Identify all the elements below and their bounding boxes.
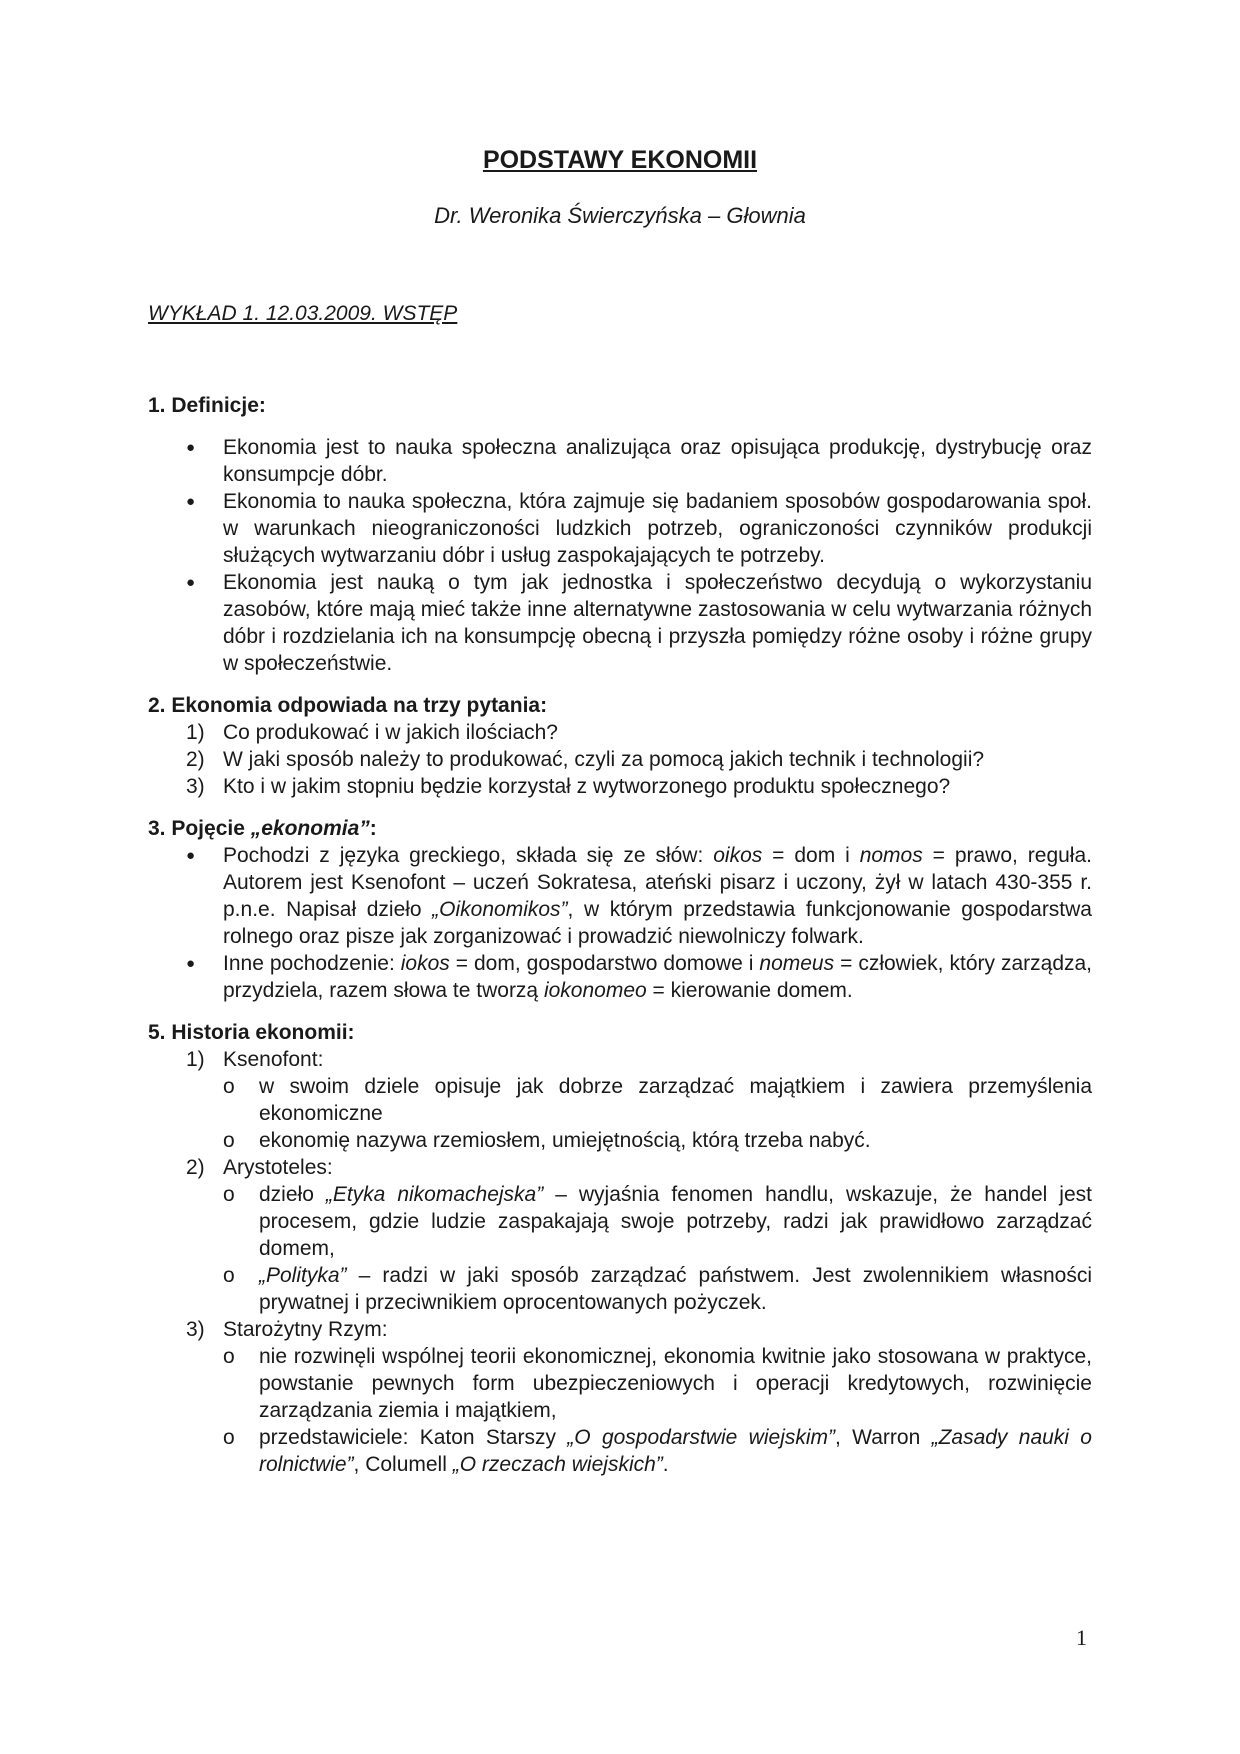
section-definitions: [148, 392, 1092, 677]
list-item: ● Ekonomia jest nauką o tym jak jednostka i społeczeństwo decydują o wykorzystaniu zasobów, które mają mieć także inne alternatywne zastosowania w celu wytwarzania różnych dóbr i rozdzielania ich na konsumpcję obecną i przyszła pomiędzy różne osoby i różne grupy w społeczeństwie.: [148, 569, 1092, 677]
page-number: 1: [1076, 1625, 1087, 1650]
sub-item: [148, 1424, 1092, 1478]
section-three-questions: [148, 692, 1092, 800]
term: iokos: [400, 952, 450, 975]
term: iokonomeo: [543, 979, 647, 1002]
item-label: Starożytny Rzym:: [223, 1318, 388, 1341]
document-author: Dr. Weronika Świerczyńska – Głownia: [434, 203, 806, 228]
section-heading: [148, 815, 1092, 842]
list-item: [148, 1154, 1092, 1316]
text: = dom, gospodarstwo domowe i: [449, 952, 760, 975]
bullet-list: [148, 842, 1092, 1004]
term: nomos: [859, 844, 923, 867]
term: nomeus: [759, 952, 835, 975]
text: , Warron: [835, 1426, 932, 1449]
item-number: 1): [186, 1048, 205, 1071]
section-term-economy: [148, 815, 1092, 1004]
text: przedstawiciele: Katon Starszy: [259, 1426, 568, 1449]
text: = kierowanie domem.: [646, 979, 853, 1002]
list-item: [148, 773, 1092, 800]
item-label: Arystoteles:: [223, 1156, 333, 1179]
section-heading: 5. Historia ekonomii:: [148, 1021, 355, 1044]
heading-term: „ekonomia”: [250, 817, 370, 840]
section-heading: 2. Ekonomia odpowiada na trzy pytania:: [148, 694, 548, 717]
item-number: 3): [186, 775, 205, 798]
text: .: [662, 1453, 669, 1476]
item-number: 1): [186, 721, 205, 744]
item-text: Kto i w jakim stopniu będzie korzystał z wytworzonego produktu społecznego?: [223, 775, 951, 798]
work-title: „Zasady nauki o rolnictwie”: [259, 1426, 1092, 1476]
text: = prawo, reguła. Autorem jest Ksenofont – uczeń Sokratesa, ateński pisarz i uczony, żył w latach 430-355 r. p.n.e. Napisał dzieło: [223, 844, 1092, 921]
item-number: 2): [186, 1156, 205, 1179]
text: = człowiek, który zarządza, przydziela, razem słowa te tworzą: [223, 952, 1093, 1002]
list-item: ● Ekonomia to nauka społeczna, która zajmuje się badaniem sposobów gospodarowania społ. w warunkach nieograniczoności ludzkich potrzeb, ograniczoności czynników produkcji służących wytwarzaniu dóbr i usług zaspokajających te potrzeby.: [148, 488, 1092, 569]
text: , Columell: [353, 1453, 453, 1476]
work-title: „O rzeczach wiejskich”: [452, 1453, 663, 1476]
work-title: „Oikonomikos”: [432, 898, 568, 921]
sub-item: [148, 1262, 1092, 1316]
text: dzieło: [259, 1183, 326, 1206]
list-item: [148, 950, 1092, 1004]
document-title: PODSTAWY EKONOMII: [482, 146, 758, 174]
item-text: Co produkować i w jakich ilościach?: [223, 721, 558, 744]
text: Inne pochodzenie:: [223, 952, 401, 975]
section-heading: 1. Definicje:: [148, 394, 266, 417]
text: – radzi w jaki sposób zarządzać państwem. Jest zwolennikiem własności prywatnej i przeciwnikiem oprocentowanych pożyczek.: [259, 1264, 1092, 1314]
text: – wyjaśnia fenomen handlu, wskazuje, że handel jest procesem, gdzie ludzie zaspakajają swoje potrzeby, radzi jak prawidłowo zarządzać domem,: [259, 1183, 1092, 1260]
list-item: [148, 746, 1092, 773]
sub-list: [223, 1073, 1092, 1154]
numbered-list: [148, 1046, 1092, 1478]
section-history: [148, 1019, 1092, 1478]
text: Pochodzi z języka greckiego, składa się ze słów:: [223, 844, 714, 867]
term: oikos: [713, 844, 763, 867]
list-item: [148, 842, 1092, 950]
sub-item: o w swoim dziele opisuje jak dobrze zarządzać majątkiem i zawiera przemyślenia ekonomiczne: [148, 1073, 1092, 1127]
work-title: „Polityka”: [259, 1264, 347, 1287]
item-label: Ksenofont:: [223, 1048, 324, 1071]
list-item: [148, 1316, 1092, 1478]
sub-list: [223, 1181, 1092, 1316]
list-item: [148, 719, 1092, 746]
item-number: 3): [186, 1318, 205, 1341]
document-body: [148, 392, 1092, 1478]
sub-list: [223, 1343, 1092, 1478]
sub-item: [148, 1181, 1092, 1262]
lecture-heading: WYKŁAD 1. 12.03.2009. WSTĘP: [148, 302, 458, 325]
text: , w którym przedstawia funkcjonowanie gospodarstwa rolnego oraz pisze jak zorganizować i prowadzić niewolniczy folwark.: [223, 898, 1092, 948]
sub-item: o nie rozwinęli wspólnej teorii ekonomicznej, ekonomia kwitnie jako stosowana w praktyce, powstanie pewnych form ubezpieczeniowych i operacji kredytowych, rozwinięcie zarządzania ziemia i majątkiem,: [148, 1343, 1092, 1424]
bullet-list: [148, 434, 1092, 677]
work-title: „O gospodarstwie wiejskim”: [567, 1426, 836, 1449]
item-number: 2): [186, 748, 205, 771]
work-title: „Etyka nikomachejska”: [325, 1183, 544, 1206]
list-item: [148, 1046, 1092, 1154]
sub-item: o ekonomię nazywa rzemiosłem, umiejętnością, którą trzeba nabyć.: [148, 1127, 1092, 1154]
list-item: ● Ekonomia jest to nauka społeczna analizująca oraz opisująca produkcję, dystrybucję oraz konsumpcje dóbr.: [148, 434, 1092, 488]
heading-colon: :: [369, 817, 377, 840]
text: = dom i: [762, 844, 860, 867]
heading-text: 3. Pojęcie: [148, 817, 251, 840]
item-text: W jaki sposób należy to produkować, czyli za pomocą jakich technik i technologii?: [223, 748, 985, 771]
numbered-list: [148, 719, 1092, 800]
